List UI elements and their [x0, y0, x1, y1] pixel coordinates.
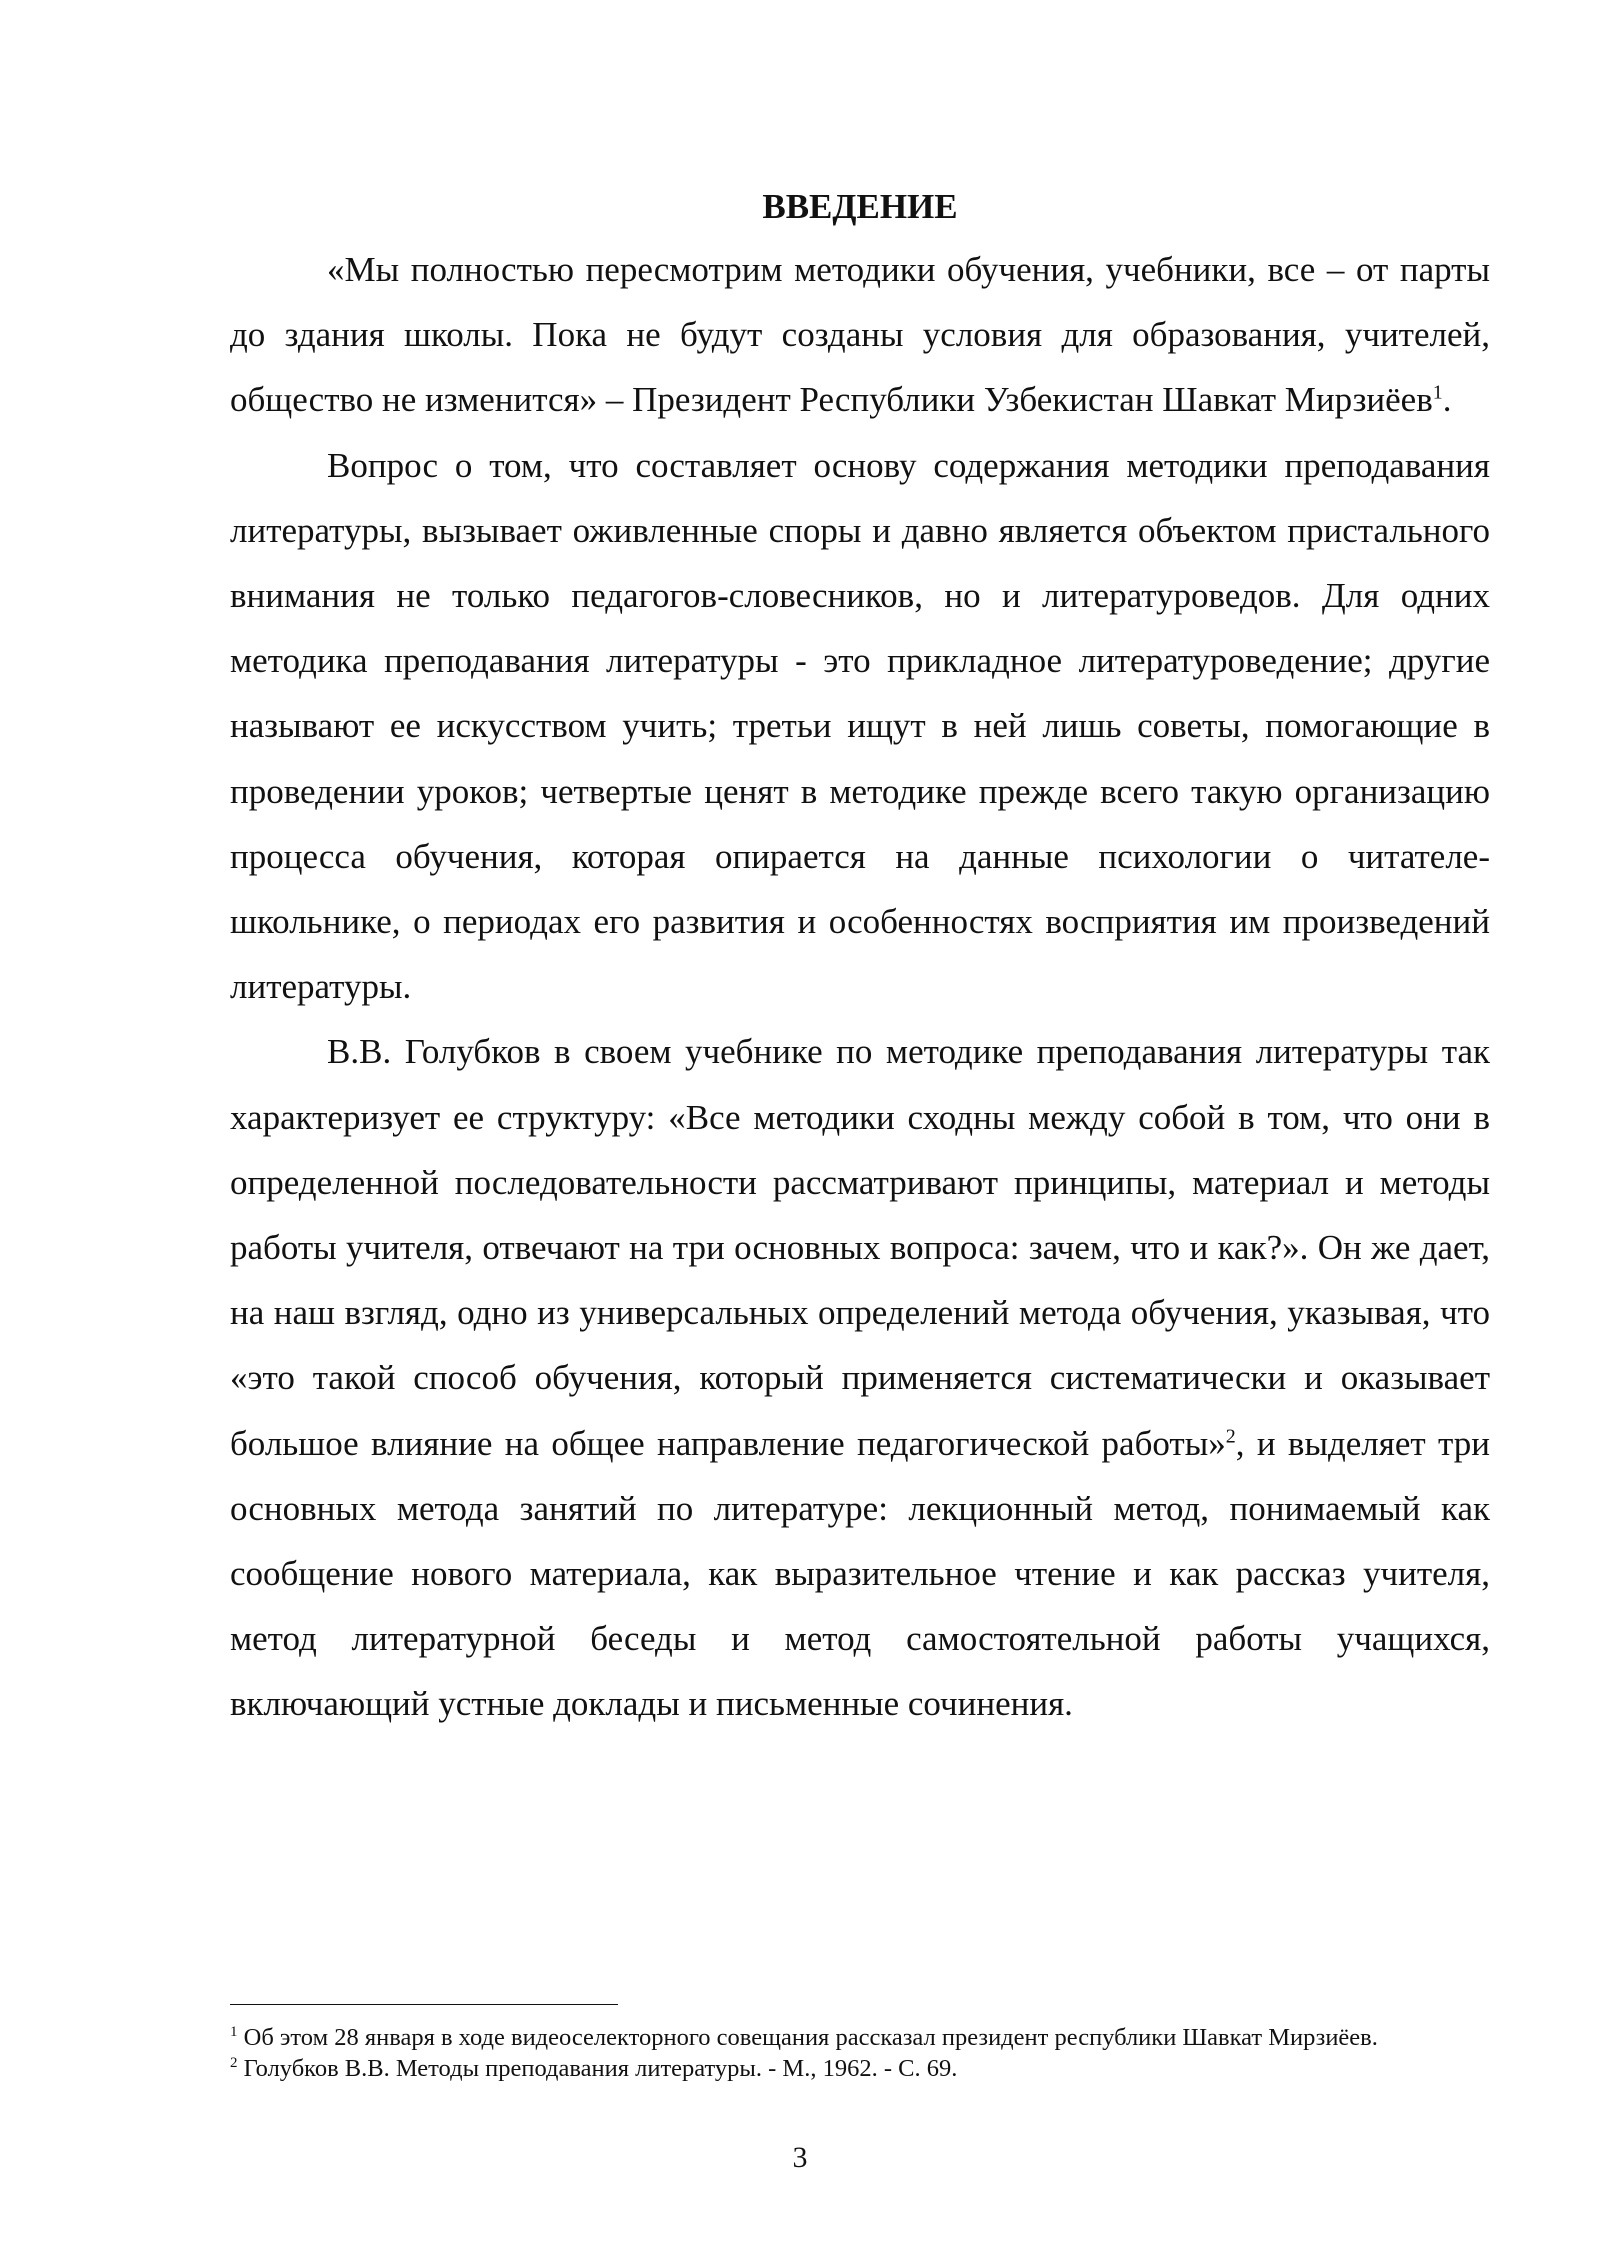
paragraph-2 [230, 433, 1490, 1020]
page-number: 3 [792, 2141, 808, 2174]
footnotes [230, 2022, 1490, 2084]
footnote-ref-1: 1 [1432, 381, 1443, 404]
paragraph-1-text: «Мы полностью пересмотрим методики обучения, учебники, все – от парты до здания школы. Пока не будут созданы условия для образования, учителей, общество не изменится» – Президент Республики Узбекистан Шавкат Мирзиёев [230, 250, 1490, 420]
body-text [230, 237, 1490, 1737]
footnote-divider [230, 2004, 618, 2005]
footnote-2 [230, 2053, 1490, 2084]
paragraph-1-tail: . [1442, 380, 1452, 420]
paragraph-3-text: В.В. Голубков в своем учебнике по методике преподавания литературы так характеризует ее структуру: «Все методики сходны между собой в том, что они в определенной последовательности рассматривают принципы, материал и методы работы учителя, отвечают на три основных вопроса: зачем, что и как?». Он же дает, на наш взгляд, одно из универсальных определений метода обучения, указывая, что «это такой способ обучения, который применяется систематически и оказывает большое влияние на общее направление педагогической работы» [230, 1032, 1490, 1463]
page-title: ВВЕДЕНИЕ [762, 187, 958, 226]
footnote-ref-2: 2 [1225, 1425, 1236, 1447]
paragraph-3-tail: , и выделяет три основных метода занятий по литературе: лекционный метод, понимаемый как сообщение нового материала, как выразительное чтение и как рассказ учителя, метод литературной беседы и метод самостоятельной работы учащихся, включающий устные доклады и письменные сочинения. [230, 1423, 1490, 1724]
paragraph-1 [230, 237, 1490, 433]
footnote-1-text: Об этом 28 января в ходе видеоселекторного совещания рассказал президент республики Шавкат Мирзиёев. [237, 2024, 1378, 2051]
footnote-2-text: Голубков В.В. Методы преподавания литературы. - М., 1962. - С. 69. [237, 2055, 958, 2082]
footnote-2-number: 2 [230, 2054, 238, 2071]
footnote-1 [230, 2022, 1490, 2053]
paragraph-3 [230, 1019, 1490, 1736]
footnote-1-number: 1 [230, 2023, 238, 2040]
paragraph-2-text: Вопрос о том, что составляет основу содержания методики преподавания литературы, вызывает оживленные споры и давно является объектом пристального внимания не только педагогов-словесников, но и литературоведов. Для одних методика преподавания литературы - это прикладное литературоведение; другие называют ее искусством учить; третьи ищут в ней лишь советы, помогающие в проведении уроков; четвертые ценят в методике прежде всего такую организацию процесса обучения, которая опирается на данные психологии о читателе-школьнике, о периодах его развития и особенностях восприятия им произведений литературы. [230, 445, 1490, 1007]
